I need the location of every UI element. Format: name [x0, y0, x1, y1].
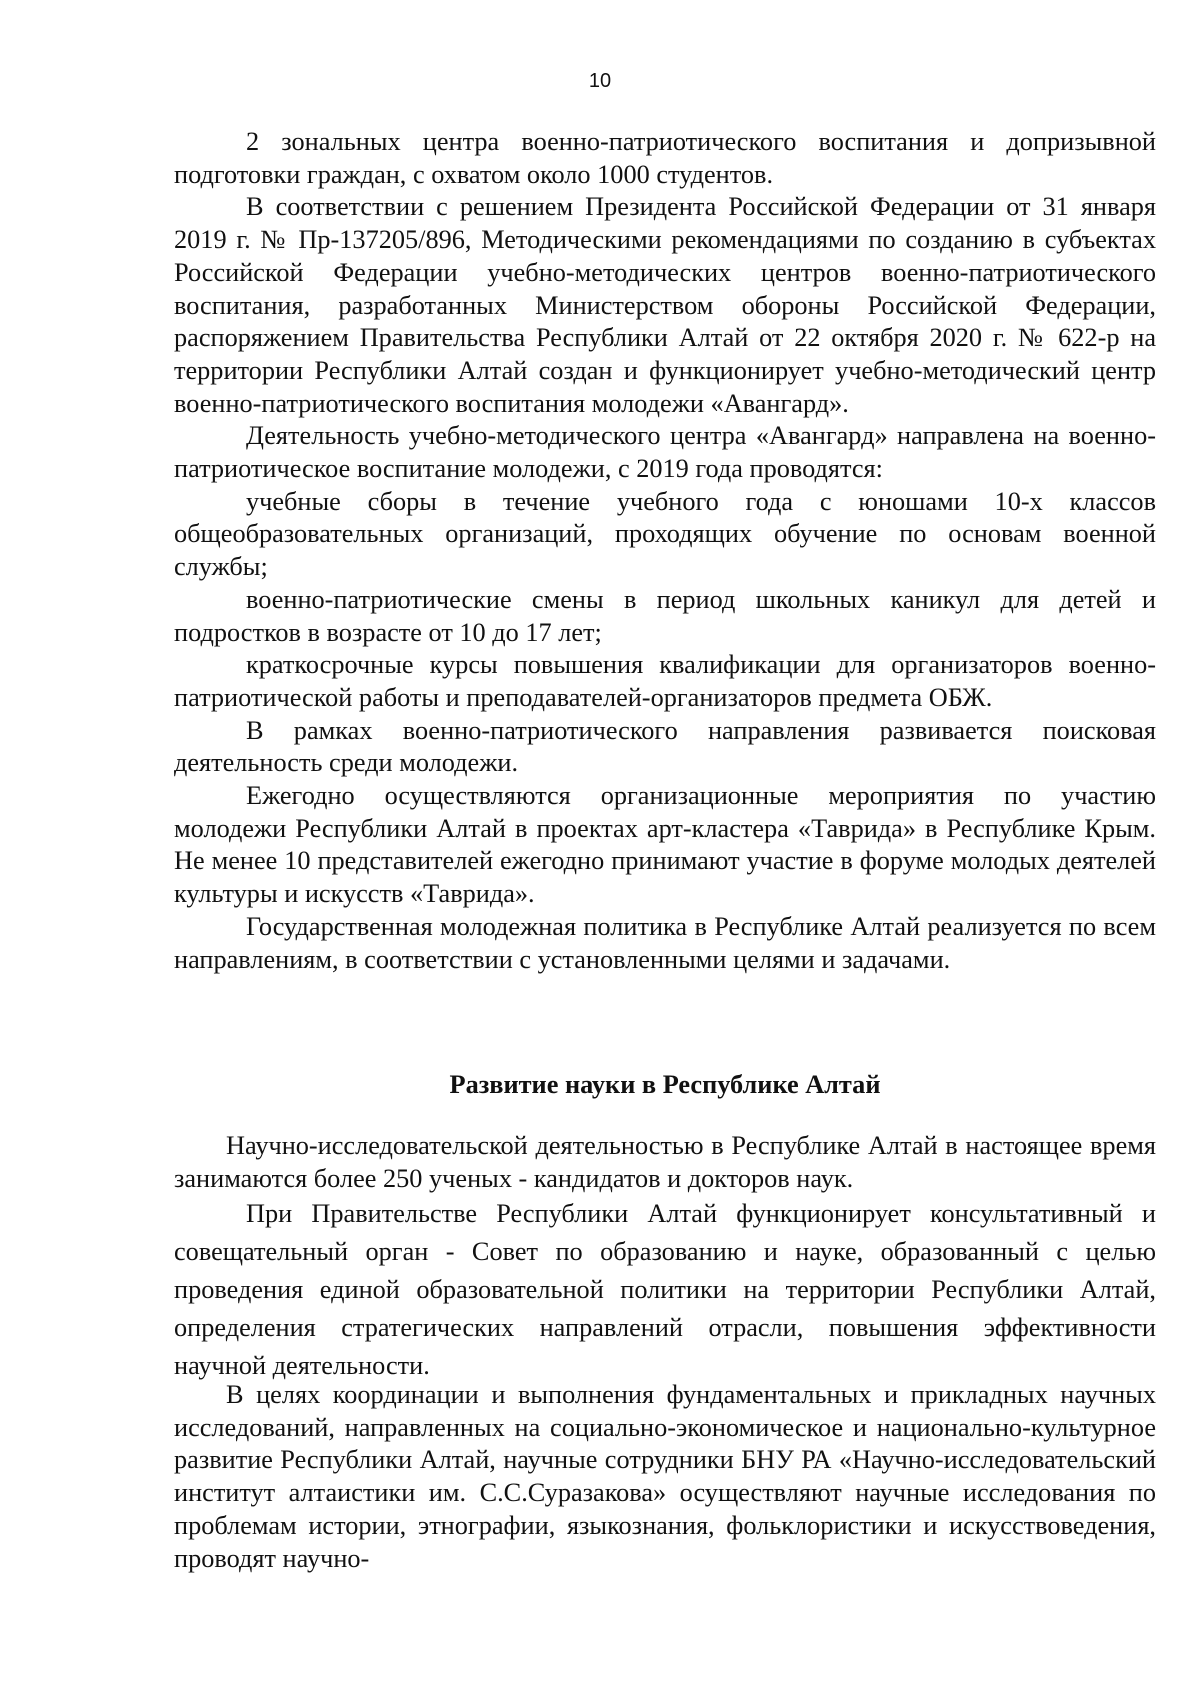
- paragraph: Ежегодно осуществляются организационные мероприятия по участию молодежи Республики Алтай в проектах арт-кластера «Таврида» в Республике Крым. Не менее 10 представителей ежегодно принимают участие в форуме молодых деятелей культуры и искусств «Таврида».: [174, 781, 1156, 909]
- paragraph: При Правительстве Республики Алтай функционирует консультативный и совещательный орган - Совет по образованию и науке, образованный с целью проведения единой образовательной политики на территории Республики Алтай, определения стратегических направлений отрасли, повышения эффективности научной деятельности.: [174, 1199, 1156, 1381]
- list-item: военно-патриотические смены в период школьных каникул для детей и подростков в возрасте от 10 до 17 лет;: [174, 584, 1156, 647]
- paragraph: В рамках военно-патриотического направления развивается поисковая деятельность среди молодежи.: [174, 715, 1156, 778]
- page-number: 10: [588, 70, 612, 92]
- paragraph: Научно-исследовательской деятельностью в Республике Алтай в настоящее время занимаются более 250 ученых - кандидатов и докторов наук.: [174, 1131, 1156, 1193]
- paragraph: В целях координации и выполнения фундаментальных и прикладных научных исследований, направленных на социально-экономическое и национально-культурное развитие Республики Алтай, научные сотрудники БНУ РА «Научно-исследовательский институт алтаистики им. С.С.Суразакова» осуществляют научные исследования по проблемам истории, этнографии, языкознания, фольклористики и искусствоведения, проводят научно-: [174, 1380, 1156, 1573]
- paragraph: Деятельность учебно-методического центра «Авангард» направлена на военно-патриотическое воспитание молодежи, с 2019 года проводятся:: [174, 421, 1156, 484]
- list-item: учебные сборы в течение учебного года с юношами 10-х классов общеобразовательных организаций, проходящих обучение по основам военной службы;: [174, 486, 1156, 582]
- section-science-continued: [174, 1379, 1156, 1575]
- section-youth-policy: [174, 126, 1156, 976]
- list-item: краткосрочные курсы повышения квалификации для организаторов военно-патриотической работы и преподавателей-организаторов предмета ОБЖ.: [174, 650, 1156, 712]
- paragraph: Государственная молодежная политика в Республике Алтай реализуется по всем направлениям, в соответствии с установленными целями и задачами.: [174, 911, 1156, 974]
- section-heading: Развитие науки в Республике Алтай: [449, 1070, 881, 1099]
- paragraph: В соответствии с решением Президента Российской Федерации от 31 января 2019 г. № Пр-137205/896, Методическими рекомендациями по созданию в субъектах Российской Федерации учебно-методических центров военно-патриотического воспитания, разработанных Министерством обороны Российской Федерации, распоряжением Правительства Республики Алтай от 22 октября 2020 г. № 622-р на территории Республики Алтай создан и функционирует учебно-методический центр военно-патриотического воспитания молодежи «Авангард».: [174, 192, 1156, 418]
- section-science: [174, 1130, 1156, 1385]
- paragraph: 2 зональных центра военно-патриотического воспитания и допризывной подготовки граждан, с охватом около 1000 студентов.: [174, 127, 1156, 189]
